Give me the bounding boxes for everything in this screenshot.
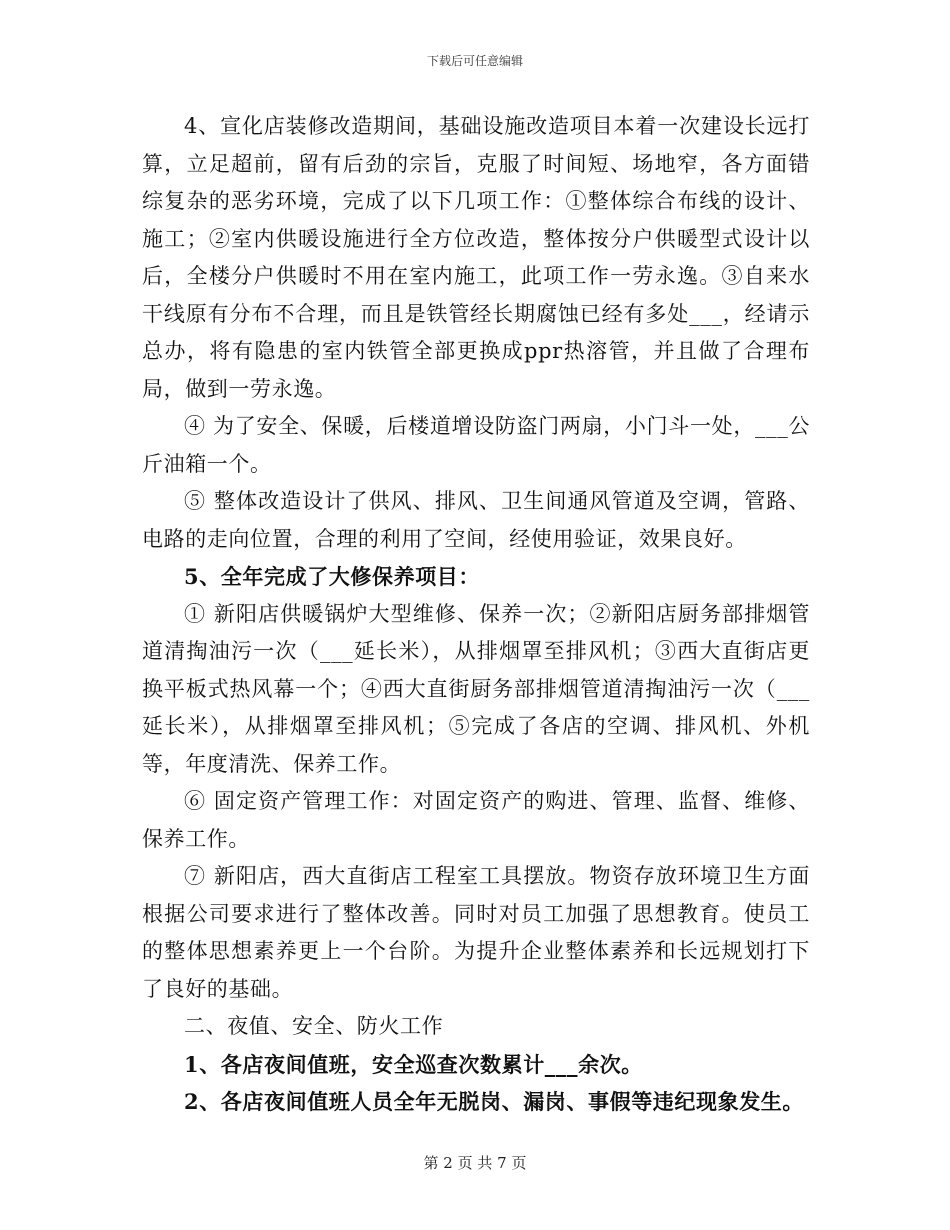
page-header: 下载后可任意编辑 — [426, 54, 523, 68]
paragraph-fixed-assets: ⑥ 固定资产管理工作：对固定资产的购进、管理、监督、维修、保养工作。 — [142, 789, 810, 851]
document-body — [142, 108, 810, 1121]
paragraph-night-patrol: 1、各店夜间值班，安全巡查次数累计___余次。 — [184, 1051, 643, 1077]
section-heading-maintenance: 5、全年完成了大修保养项目： — [184, 564, 481, 589]
section-heading-night-duty: 二、夜值、安全、防火工作 — [184, 1014, 444, 1038]
page-footer: 第 2 页 共 7 页 — [423, 1154, 527, 1172]
paragraph-no-violations: 2、各店夜间值班人员全年无脱岗、漏岗、事假等违纪现象发生。 — [184, 1089, 805, 1114]
paragraph-ventilation: ⑤ 整体改造设计了供风、排风、卫生间通风管道及空调，管路、电路的走向位置，合理的利用了空间，经使用验证，效果良好。 — [142, 489, 810, 551]
paragraph-item-4: 4、宣化店装修改造期间，基础设施改造项目本着一次建设长远打算，立足超前，留有后劲的宗旨，克服了时间短、场地窄，各方面错综复杂的恶劣环境，完成了以下几项工作：①整体综合布线的设计、施工；②室内供暖设施进行全方位改造，整体按分户供暖型式设计以后，全楼分户供暖时不用在室内施工，此项工作一劳永逸。③自来水干线原有分布不合理，而且是铁管经长期腐蚀已经有多处___，经请示总办，将有隐患的室内铁管全部更换成ppr热溶管，并且做了合理布局，做到一劳永逸。 — [142, 114, 810, 401]
paragraph-security-doors: ④ 为了安全、保暖，后楼道增设防盗门两扇，小门斗一处，___公斤油箱一个。 — [142, 414, 810, 476]
paragraph-tools-storage: ⑦ 新阳店，西大直街店工程室工具摆放。物资存放环境卫生方面根据公司要求进行了整体改善。同时对员工加强了思想教育。使员工的整体思想素养更上一个台阶。为提升企业整体素养和长远规划打下了良好的基础。 — [142, 864, 810, 1001]
paragraph-maintenance-list: ① 新阳店供暖锅炉大型维修、保养一次；②新阳店厨务部排烟管道清掏油污一次（___延长米），从排烟罩至排风机；③西大直街店更换平板式热风幕一个；④西大直街厨务部排烟管道清掏油污一次（___延长米），从排烟罩至排风机；⑤完成了各店的空调、排风机、外机等，年度清洗、保养工作。 — [142, 601, 810, 776]
